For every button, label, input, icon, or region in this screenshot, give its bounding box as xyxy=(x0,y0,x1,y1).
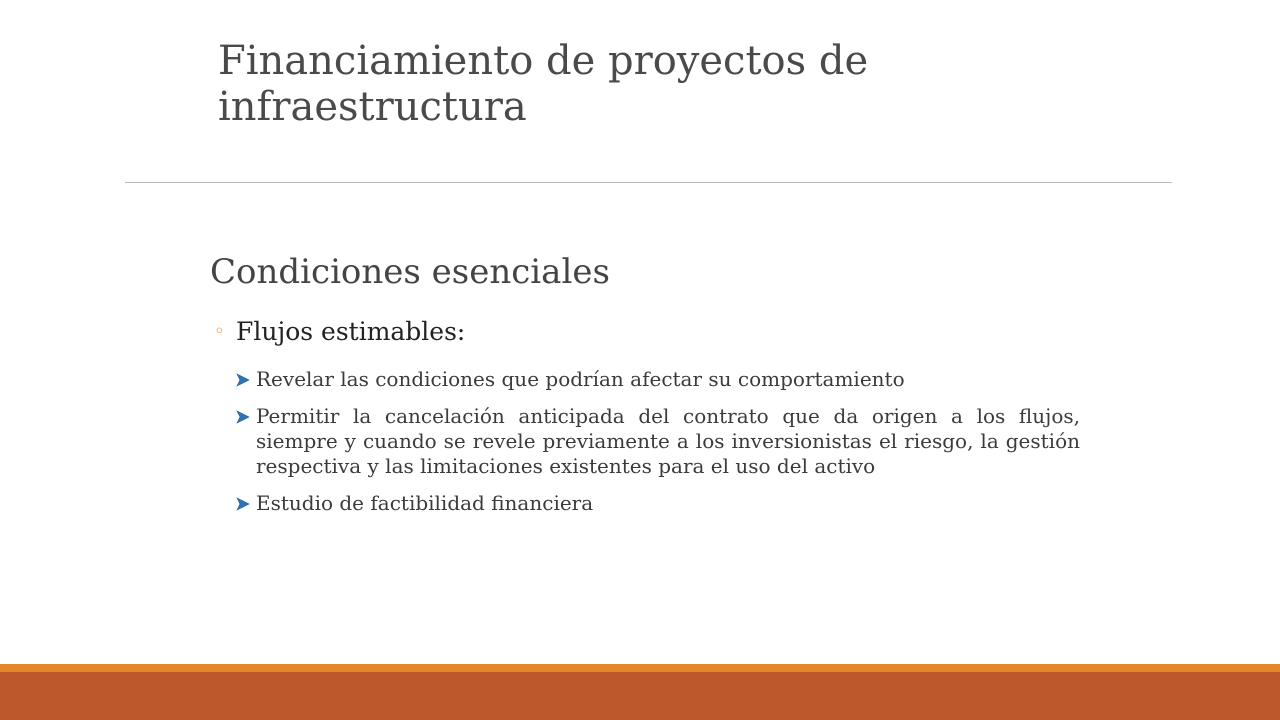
section-heading: Condiciones esenciales xyxy=(210,252,610,292)
sub-bullet-item xyxy=(236,404,1080,479)
circle-bullet-icon: ◦ xyxy=(214,321,225,342)
bullet-label: Flujos estimables: xyxy=(236,317,466,346)
arrow-bullet-icon xyxy=(236,367,256,392)
sub-bullet-item xyxy=(236,491,1080,516)
sub-bullet-list xyxy=(236,367,1080,528)
sub-bullet-item xyxy=(236,367,1080,392)
footer-band xyxy=(0,672,1280,720)
bullet-flujos-estimables xyxy=(214,312,465,352)
sub-bullet-text: Permitir la cancelación anticipada del contrato que da origen a los flujos, siempre y cuando se revele previamente a los inversionistas el riesgo, la gestión respectiva y las limitaciones existentes para el uso del activo xyxy=(256,404,1080,478)
footer-band-accent xyxy=(0,664,1280,672)
sub-bullet-text: Estudio de factibilidad financiera xyxy=(256,491,594,515)
sub-bullet-text: Revelar las condiciones que podrían afectar su comportamiento xyxy=(256,367,905,391)
title-divider xyxy=(125,182,1172,183)
slide-title: Financiamiento de proyectos de infraestructura xyxy=(218,38,869,130)
arrow-bullet-icon xyxy=(236,404,256,429)
arrow-bullet-icon xyxy=(236,491,256,516)
